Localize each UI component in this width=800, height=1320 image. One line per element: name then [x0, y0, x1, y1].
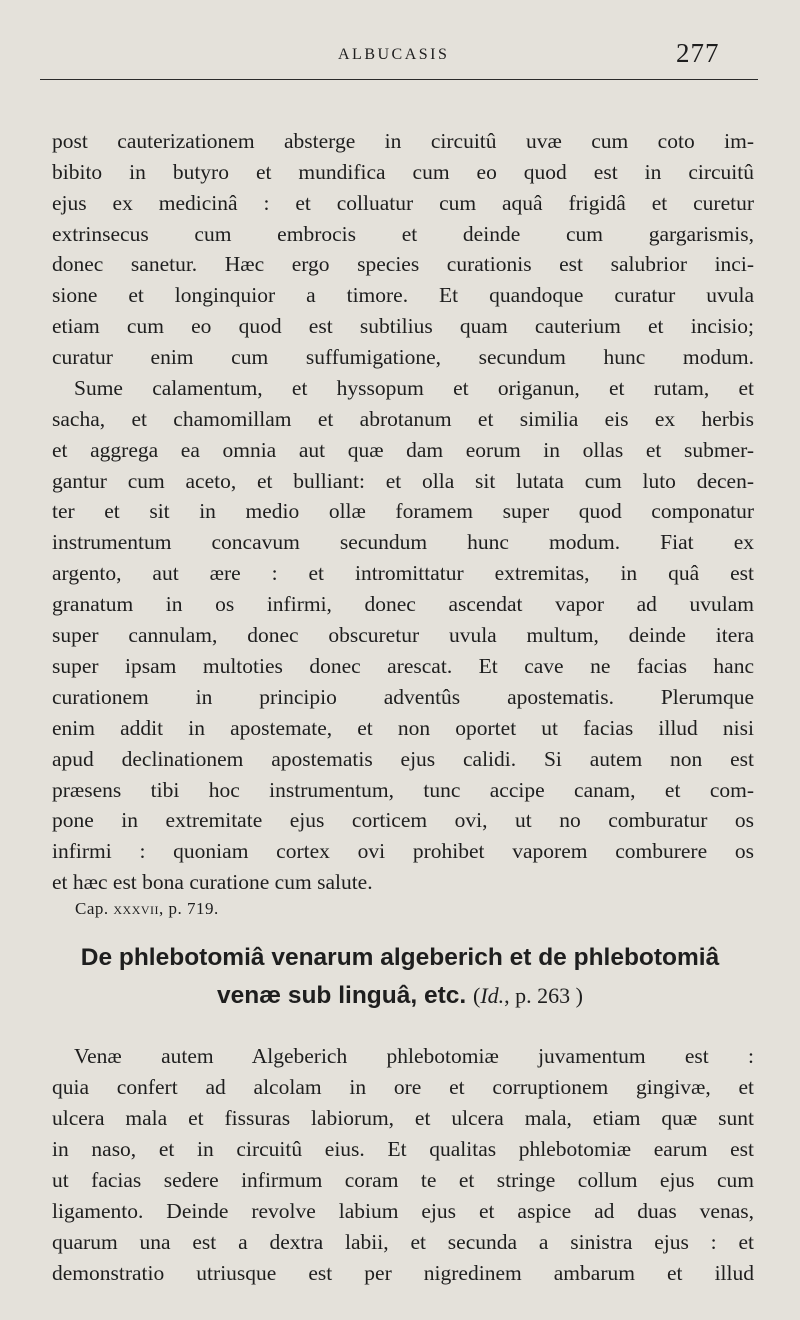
text-line: enim addit in apostemate, et non oportet ut facias illud nisi	[52, 716, 754, 740]
page-number: 277	[676, 38, 720, 68]
text-line: ulcera mala et fissuras labiorum, et ulcera mala, etiam quæ sunt	[52, 1106, 754, 1130]
text-line: apud declinationem apostematis ejus calidi. Si autem non est	[52, 747, 754, 771]
text-line: sacha, et chamomillam et abrotanum et similia eis ex herbis	[52, 407, 754, 431]
text-line: gantur cum aceto, et bulliant: et olla sit lutata cum luto decen-	[52, 469, 754, 493]
text-line: Venæ autem Algeberich phlebotomiæ juvamentum est :	[74, 1044, 754, 1068]
text-line: extrinsecus cum embrocis et deinde cum gargarismis,	[52, 222, 754, 246]
text-line: quarum una est a dextra labii, et secunda a sinistra ejus : et	[52, 1230, 754, 1254]
heading-text: venæ sub linguâ, etc.	[217, 982, 467, 1009]
reference-ibid: Id.	[480, 983, 505, 1008]
citation-prefix: Cap.	[75, 899, 109, 918]
text-line: ligamento. Deinde revolve labium ejus et aspice ad duas venas,	[52, 1199, 754, 1223]
text-line: curationem in principio adventûs apostematis. Plerumque	[52, 685, 754, 709]
citation-suffix: , p. 719.	[159, 899, 219, 918]
text-line: et aggrega ea omnia aut quæ dam eorum in ollas et submer-	[52, 438, 754, 462]
running-title: ALBUCASIS	[338, 46, 450, 63]
text-line: pone in extremitate ejus corticem ovi, ut no comburatur os	[52, 808, 754, 832]
heading-reference: (Id., p. 263 )	[472, 983, 583, 1008]
text-line: demonstratio utriusque est per nigredinem ambarum et illud	[52, 1261, 754, 1285]
text-line: super cannulam, donec obscuretur uvula multum, deinde itera	[52, 623, 754, 647]
text-line: bibito in butyro et mundifica cum eo quod est in circuitû	[52, 160, 754, 184]
text-line: granatum in os infirmi, donec ascendat vapor ad uvulam	[52, 592, 754, 616]
running-header	[0, 38, 800, 78]
citation-numeral: xxxvii	[113, 899, 160, 918]
text-line: quia confert ad alcolam in ore et corruptionem gingivæ, et	[52, 1075, 754, 1099]
text-line: Sume calamentum, et hyssopum et origanun, et rutam, et	[74, 376, 754, 400]
text-line: curatur enim cum suffumigatione, secundum hunc modum.	[52, 345, 754, 369]
text-line: post cauterizationem absterge in circuitû uvæ cum coto im-	[52, 129, 754, 153]
text-line: infirmi : quoniam cortex ovi prohibet vaporem comburere os	[52, 839, 754, 863]
text-line: ut facias sedere infirmum coram te et stringe collum ejus cum	[52, 1168, 754, 1192]
text-line: ter et sit in medio ollæ foramem super quod componatur	[52, 499, 754, 523]
header-rule	[40, 79, 758, 80]
text-line: ejus ex medicinâ : et colluatur cum aquâ frigidâ et curetur	[52, 191, 754, 215]
text-line: super ipsam multoties donec arescat. Et cave ne facias hanc	[52, 654, 754, 678]
text-line: donec sanetur. Hæc ergo species curationis est salubrior inci-	[52, 252, 754, 276]
text-line: præsens tibi hoc instrumentum, tunc accipe canam, et com-	[52, 778, 754, 802]
text-line: sione et longinquior a timore. Et quandoque curatur uvula	[52, 283, 754, 307]
citation	[75, 899, 219, 919]
text-line: et hæc est bona curatione cum salute.	[52, 870, 373, 894]
section-heading-line-1: De phlebotomiâ venarum algeberich et de phlebotomiâ	[80, 944, 720, 971]
text-line: etiam cum eo quod est subtilius quam cauterium et incisio;	[52, 314, 754, 338]
text-line: argento, aut ære : et intromittatur extremitas, in quâ est	[52, 561, 754, 585]
text-line: in naso, et in circuitû eius. Et qualitas phlebotomiæ earum est	[52, 1137, 754, 1161]
section-heading-line-2	[40, 978, 760, 1014]
text-line: instrumentum concavum secundum hunc modum. Fiat ex	[52, 530, 754, 554]
